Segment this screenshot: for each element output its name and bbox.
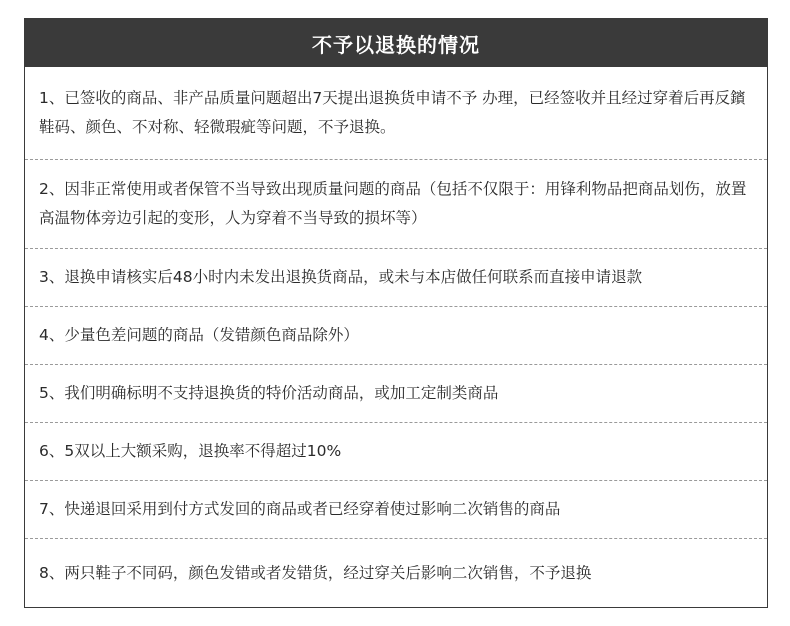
policy-item-text: 1、已签收的商品、非产品质量问题超出7天提出退换货申请不予 办理，已经签收并且经过穿着后再反鑌鞋码、颜色、不对称、轻微瑕疵等问题，不予退换。 <box>39 89 746 136</box>
policy-item-2 <box>25 160 767 249</box>
policy-item-text: 7、快递退回采用到付方式发回的商品或者已经穿着使过影响二次销售的商品 <box>39 500 561 518</box>
policy-item-text: 8、两只鞋子不同码，颜色发错或者发错货，经过穿关后影响二次销售，不予退换 <box>39 563 592 582</box>
policy-item-text: 3、退换申请核实后48小时内未发出退换货商品，或未与本店做任何联系而直接申请退款 <box>39 268 643 286</box>
policy-item-6 <box>25 423 767 481</box>
policy-item-8 <box>25 539 767 607</box>
policy-list <box>25 67 767 607</box>
panel-header <box>25 19 767 67</box>
policy-item-4 <box>25 307 767 365</box>
policy-item-1 <box>25 67 767 160</box>
policy-item-5 <box>25 365 767 423</box>
policy-item-text: 4、少量色差问题的商品（发错颜色商品除外） <box>39 326 359 344</box>
policy-item-text: 6、5双以上大额采购，退换率不得超过10% <box>39 442 342 460</box>
policy-item-text: 5、我们明确标明不支持退换货的特价活动商品，或加工定制类商品 <box>39 384 499 402</box>
return-policy-panel <box>24 18 768 608</box>
policy-item-3 <box>25 249 767 307</box>
panel-title: 不予以退换的情况 <box>312 32 480 57</box>
policy-item-text: 2、因非正常使用或者保管不当导致出现质量问题的商品（包括不仅限于：用锋利物品把商品划伤，放置高温物体旁边引起的变形，人为穿着不当导致的损坏等） <box>39 180 747 227</box>
policy-item-7 <box>25 481 767 539</box>
